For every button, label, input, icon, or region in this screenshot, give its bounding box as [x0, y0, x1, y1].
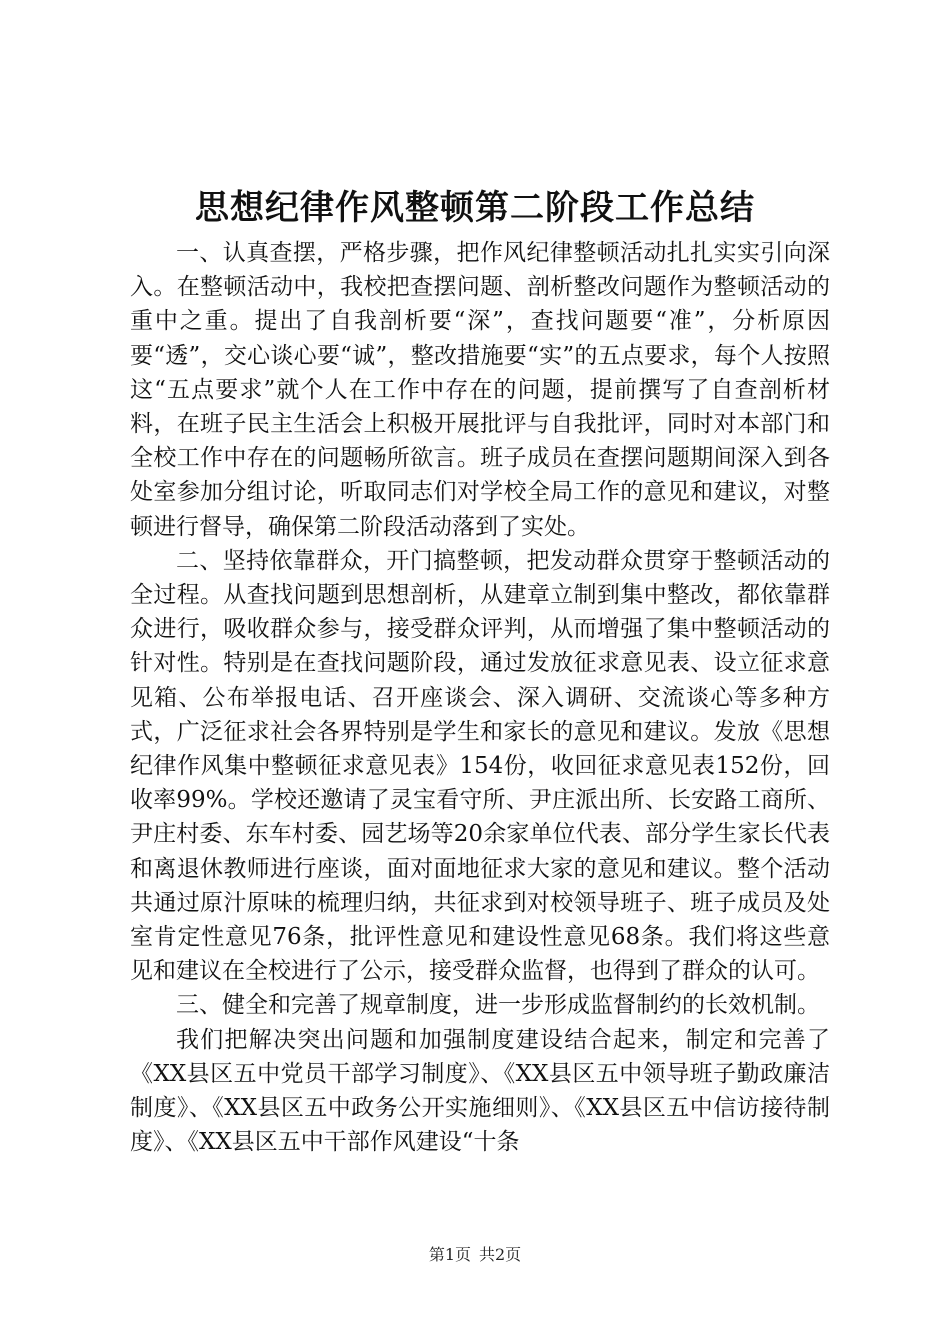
paragraph-1: 一、认真查摆，严格步骤，把作风纪律整顿活动扎扎实实引向深入。在整顿活动中，我校把查摆问题、剖析整改问题作为整顿活动的重中之重。提出了自我剖析要“深”，查找问题要“准”，分析原因要“透”，交心谈心要“诚”，整改措施要“实”的五点要求，每个人按照这“五点要求”就个人在工作中存在的问题，提前撰写了自查剖析材料，在班子民主生活会上积极开展批评与自我批评，同时对本部门和全校工作中存在的问题畅所欲言。班子成员在查摆问题期间深入到各处室参加分组讨论，听取同志们对学校全局工作的意见和建议，对整顿进行督导，确保第二阶段活动落到了实处。	[130, 240, 830, 540]
paragraph-4: 我们把解决突出问题和加强制度建设结合起来，制定和完善了《XX县区五中党员干部学习制度》、《XX县区五中领导班子勤政廉洁制度》、《XX县区五中政务公开实施细则》、《XX县区五中信访接待制度》、《XX县区五中干部作风建设“十条	[130, 1026, 830, 1156]
page-footer	[0, 1243, 950, 1267]
page-title: 思想纪律作风整顿第二阶段工作总结	[195, 188, 755, 228]
paragraph-2: 二、坚持依靠群众，开门搞整顿，把发动群众贯穿于整顿活动的全过程。从查找问题到思想剖析，从建章立制到集中整改，都依靠群众进行，吸收群众参与，接受群众评判，从而增强了集中整顿活动的针对性。特别是在查找问题阶段，通过发放征求意见表、设立征求意见箱、公布举报电话、召开座谈会、深入调研、交流谈心等多种方式，广泛征求社会各界特别是学生和家长的意见和建议。发放《思想纪律作风集中整顿征求意见表》154份，收回征求意见表152份，回收率99%。学校还邀请了灵宝看守所、尹庄派出所、长安路工商所、尹庄村委、东车村委、园艺场等20余家单位代表、部分学生家长代表和离退休教师进行座谈，面对面地征求大家的意见和建议。整个活动共通过原汁原味的梳理归纳，共征求到对校领导班子、班子成员及处室肯定性意见76条，批评性意见和建设性意见68条。我们将这些意见和建议在全校进行了公示，接受群众监督，也得到了群众的认可。	[130, 547, 830, 985]
page-number-current: 第1页	[428, 1245, 471, 1264]
paragraph-3: 三、健全和完善了规章制度，进一步形成监督制约的长效机制。	[176, 992, 820, 1019]
page-number-total: 共2页	[479, 1245, 522, 1264]
document-body	[130, 236, 830, 1159]
